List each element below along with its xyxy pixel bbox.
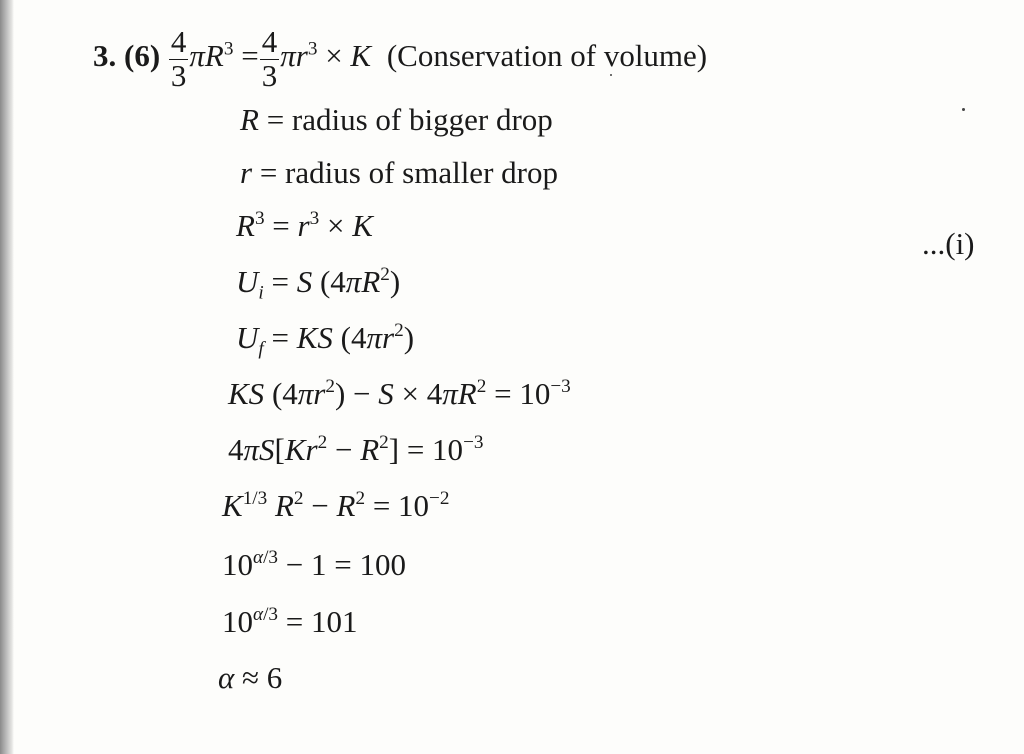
equation-conservation: 3. (6) $\frac{4}{3}$ $\pi R^3$ = $\frac{4}{3}$ $\pi r^3 \times K$ (Conservation of volume): [93, 24, 708, 93]
equation-alpha-result: α ≈ 6: [218, 660, 283, 695]
fraction-four-thirds: $\frac{4}{3}$: [170, 24, 187, 93]
equation-initial-energy: $U_i = S$ $(4\pi R^2)$: [236, 264, 401, 304]
definition-big-radius: R = radius of bigger drop: [240, 102, 553, 137]
equation-alpha-hundred: $10^{\alpha/3} - 1 = 100$: [222, 547, 406, 582]
fraction-four-thirds-2: $\frac{4}{3}$: [261, 24, 278, 93]
answer-value: (6): [124, 38, 161, 74]
equation-factored: $4\pi S[Kr^2 - R^2] = 10^{-3}$: [228, 432, 484, 467]
equation-final-energy: $U_f$ = KS $(4\pi r^2)$: [236, 320, 415, 360]
equation-energy-difference: KS $(4\pi r^2) - S \times 4\pi R^2 = 10^{-3}$: [228, 376, 571, 411]
scan-speck: [962, 108, 965, 111]
equation-k-one-third: $K^{1/3}$ $R^2 - R^2 = 10^{-2}$: [222, 488, 450, 523]
equation-label-i: ...(i): [922, 226, 975, 261]
equation-i: $R^3 = r^3 \times K$: [236, 208, 373, 243]
definition-small-radius: r = radius of smaller drop: [240, 155, 558, 190]
scan-speck-2: [610, 74, 612, 76]
conservation-note: (Conservation of volume): [386, 38, 708, 74]
equation-alpha-101: $10^{\alpha/3} = 101$: [222, 604, 358, 639]
problem-number: 3.: [93, 38, 117, 74]
